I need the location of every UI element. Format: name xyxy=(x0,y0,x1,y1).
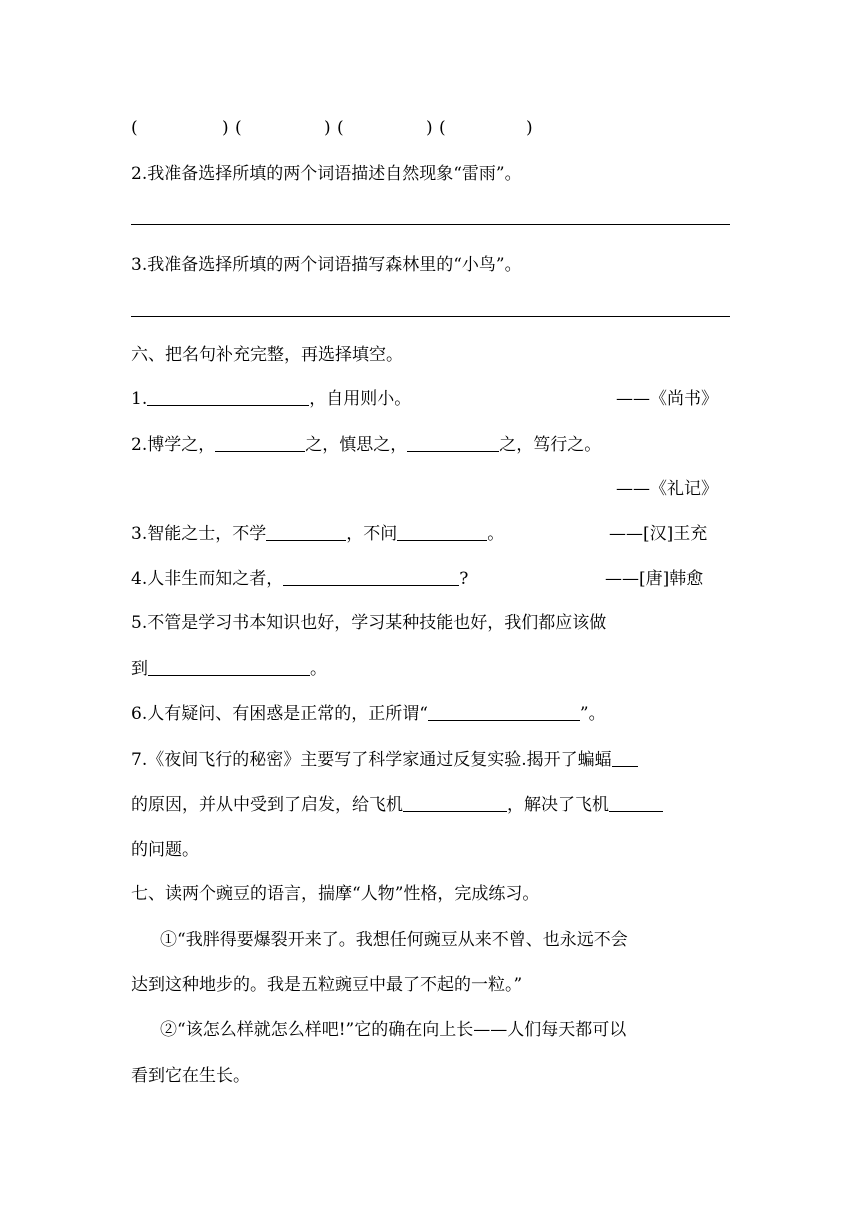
s6-q3-a: 3.智能之士，不学 xyxy=(131,524,267,544)
s6-q7-b: ，解决了飞机 xyxy=(507,795,609,815)
paren-close-1: ) xyxy=(222,118,229,138)
s6-q2-b: 之，慎思之， xyxy=(305,435,408,455)
s6-q1-source: ——《尚书》 xyxy=(616,389,718,409)
paren-open-4: ( xyxy=(439,118,446,138)
section-6-heading: 六、把名句补充完整，再选择填空。 xyxy=(131,345,403,365)
s6-q7-blank-1[interactable] xyxy=(612,750,638,767)
paren-open-1: ( xyxy=(131,118,138,138)
s6-q2 xyxy=(131,435,601,455)
s6-q2-c: 之，笃行之。 xyxy=(499,435,602,455)
paren-open-3: ( xyxy=(337,118,344,138)
paren-close-3: ) xyxy=(426,118,433,138)
s6-q1-after: ，自用则小。 xyxy=(309,389,412,409)
passage-2-line-2: 看到它在生长。 xyxy=(131,1066,250,1086)
s6-q4-source: ——[唐]韩愈 xyxy=(605,569,704,589)
paren-close-4: ) xyxy=(526,118,533,138)
question-2-text: 2.我准备选择所填的两个词语描述自然现象“雷雨”。 xyxy=(131,164,522,184)
s6-q5-line2 xyxy=(131,659,327,679)
section-7-heading: 七、读两个豌豆的语言，揣摩“人物”性格，完成练习。 xyxy=(131,884,540,904)
answer-line-3[interactable] xyxy=(131,316,730,317)
s6-q7-line3: 的问题。 xyxy=(131,840,199,860)
s6-q1-blank[interactable] xyxy=(147,389,309,406)
passage-1-line-2: 达到这种地步的。我是五粒豌豆中最了不起的一粒。” xyxy=(131,975,523,995)
s6-q5-blank[interactable] xyxy=(148,659,310,676)
paren-close-2: ) xyxy=(324,118,331,138)
s6-q3-blank-2[interactable] xyxy=(397,524,487,541)
s6-q3-c: 。 xyxy=(487,524,505,544)
question-3-text: 3.我准备选择所填的两个词语描写森林里的“小鸟”。 xyxy=(131,255,522,275)
s6-q1-num: 1. xyxy=(131,389,148,409)
s6-q5-b: 。 xyxy=(310,659,327,679)
s6-q3 xyxy=(131,524,504,544)
s6-q4-a: 4.人非生而知之者， xyxy=(131,569,284,589)
s6-q5-line1: 5.不管是学习书本知识也好，学习某种技能也好，我们都应该做 xyxy=(131,613,607,633)
s6-q3-b: ，不问 xyxy=(346,524,398,544)
s6-q7-line2 xyxy=(131,795,663,815)
s6-q5-a: 到 xyxy=(131,659,148,679)
s6-q4 xyxy=(131,569,468,589)
answer-line-2[interactable] xyxy=(131,224,730,225)
s6-q6-blank[interactable] xyxy=(428,704,580,721)
s6-q2-a: 2.博学之， xyxy=(131,435,216,455)
passage-2-line-1: ②“该怎么样就怎么样吧!”它的确在向上长——人们每天都可以 xyxy=(160,1020,627,1040)
paren-open-2: ( xyxy=(235,118,242,138)
s6-q1 xyxy=(131,389,411,409)
s6-q6 xyxy=(131,704,606,724)
s6-q3-source: ——[汉]王充 xyxy=(609,524,708,544)
s6-q2-blank-1[interactable] xyxy=(215,435,305,452)
s6-q6-b: ”。 xyxy=(579,704,606,724)
s6-q7-line1 xyxy=(131,750,638,770)
passage-1-line-1: ①“我胖得要爆裂开来了。我想任何豌豆从来不曾、也永远不会 xyxy=(160,930,628,950)
s6-q7-a: 的原因，并从中受到了启发，给飞机 xyxy=(131,795,403,815)
s6-q2-source: ——《礼记》 xyxy=(616,479,718,499)
s6-q7-blank-2[interactable] xyxy=(403,795,507,812)
s6-q4-b: ? xyxy=(459,569,469,589)
s6-q7-line1-text: 7.《夜间飞行的秘密》主要写了科学家通过反复实验.揭开了蝙蝠 xyxy=(131,750,612,770)
s6-q2-blank-2[interactable] xyxy=(407,435,499,452)
s6-q6-a: 6.人有疑问、有困惑是正常的，正所谓“ xyxy=(131,704,428,724)
s6-q3-blank-1[interactable] xyxy=(266,524,346,541)
s6-q7-blank-3[interactable] xyxy=(609,795,663,812)
s6-q4-blank[interactable] xyxy=(283,569,459,586)
